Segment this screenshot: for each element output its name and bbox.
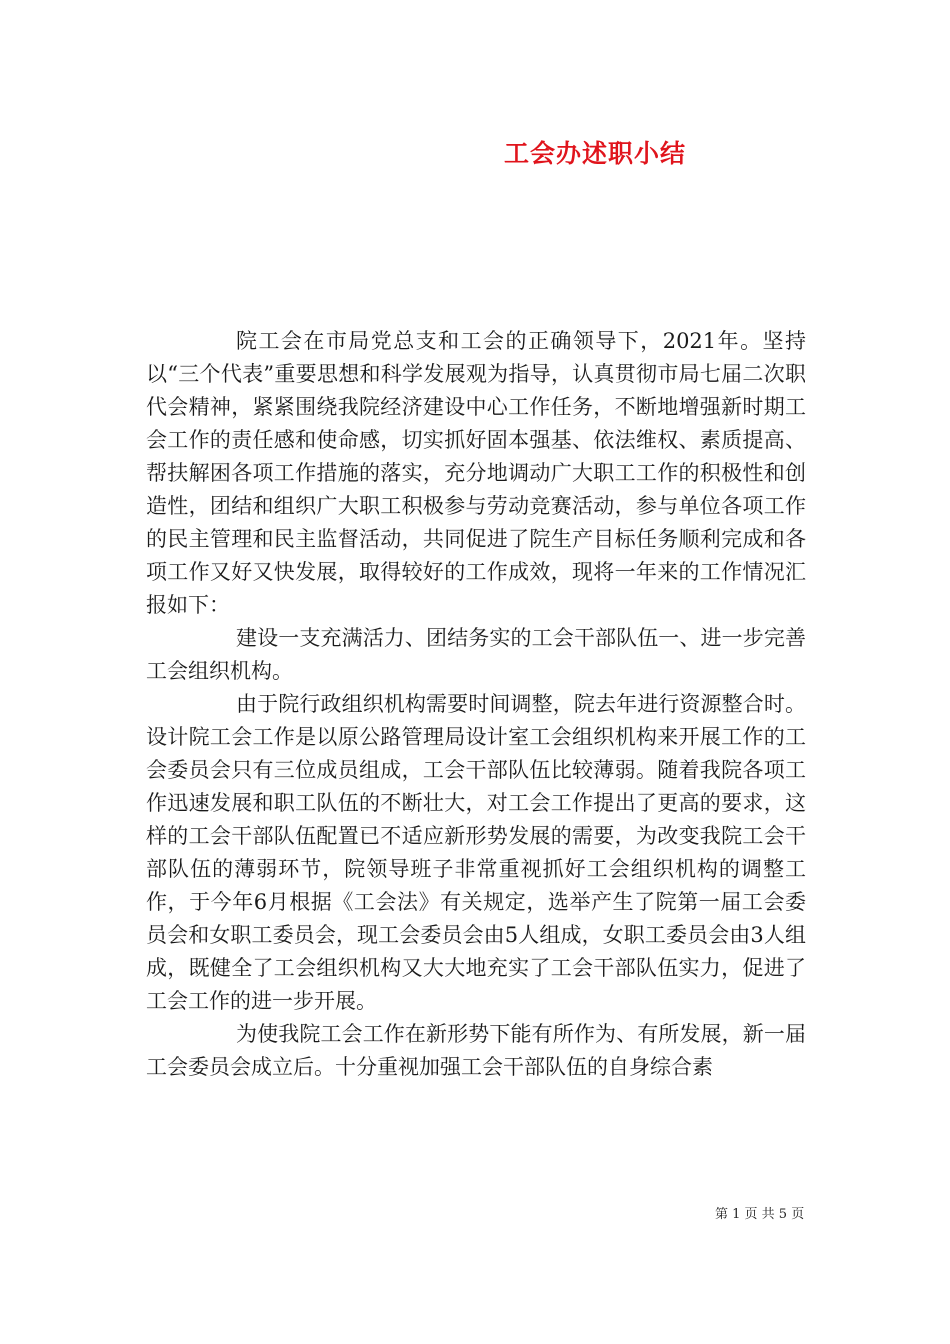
page-number-footer: 第 1 页 共 5 页 [715, 1207, 805, 1222]
document-title: 工会办述职小结 [503, 139, 686, 168]
paragraph-organization: 由于院行政组织机构需要时间调整，院去年进行资源整合时。设计院工会工作是以原公路管理局设计室工会组织机构来开展工作的工会委员会只有三位成员组成，工会干部队伍比较薄弱。随着我院各项工作迅速发展和职工队伍的不断壮大，对工会工作提出了更高的要求，这样的工会干部队伍配置已不适应新形势发展的需要，为改变我院工会干部队伍的薄弱环节，院领导班子非常重视抓好工会组织机构的调整工作，于今年6月根据《工会法》有关规定，选举产生了院第一届工会委员会和女职工委员会，现工会委员会由5人组成，女职工委员会由3人组成，既健全了工会组织机构又大大地充实了工会干部队伍实力，促进了工会工作的进一步开展。 [146, 692, 806, 1013]
document-body [146, 325, 806, 1084]
paragraph-section-heading: 建设一支充满活力、团结务实的工会干部队伍一、进一步完善工会组织机构。 [146, 626, 806, 683]
paragraph-intro: 院工会在市局党总支和工会的正确领导下，2021年。坚持以“三个代表”重要思想和科学发展观为指导，认真贯彻市局七届二次职代会精神，紧紧围绕我院经济建设中心工作任务，不断地增强新时期工会工作的责任感和使命感，切实抓好固本强基、依法维权、素质提高、帮扶解困各项工作措施的落实，充分地调动广大职工工作的积极性和创造性，团结和组织广大职工积极参与劳动竞赛活动，参与单位各项工作的民主管理和民主监督活动，共同促进了院生产目标任务顺利完成和各项工作又好又快发展，取得较好的工作成效，现将一年来的工作情况汇报如下： [146, 329, 806, 617]
paragraph-development: 为使我院工会工作在新形势下能有所作为、有所发展，新一届工会委员会成立后。十分重视加强工会干部队伍的自身综合素 [146, 1022, 806, 1079]
